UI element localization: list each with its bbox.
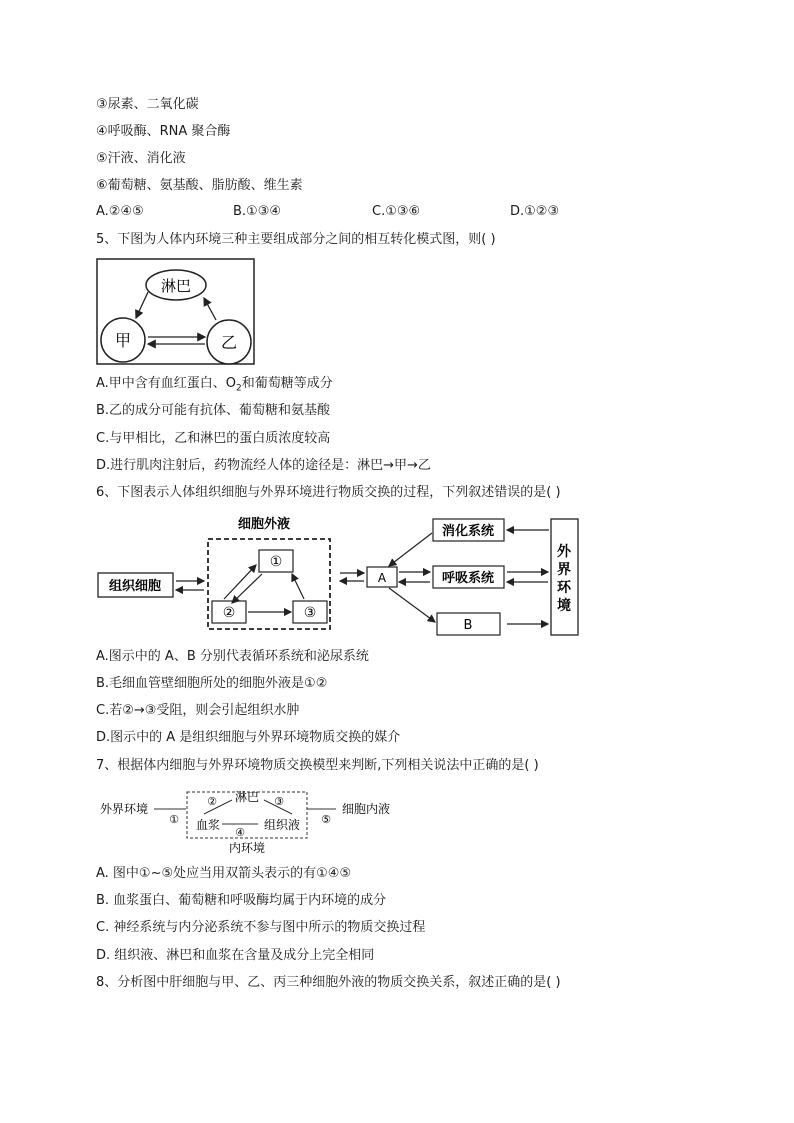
q7-stem: 7、根据体内细胞与外界环境物质交换模型来判断,下列相关说法中正确的是( ): [96, 758, 539, 773]
q6-option-a: A.图示中的 A、B 分别代表循环系统和泌尿系统: [96, 649, 369, 664]
q5-jia-label: 甲: [114, 331, 132, 350]
q7-circle-4: ④: [235, 826, 245, 839]
q6-arrow-a-to-b: [389, 588, 435, 622]
q6-diagram: [96, 512, 586, 640]
q5-option-b: B.乙的成分可能有抗体、葡萄糖和氨基酸: [96, 403, 331, 418]
q7-circle-5: ⑤: [321, 813, 331, 826]
q5-option-a-pre: A.甲中含有血红蛋白、O: [96, 376, 237, 391]
q6-tissue-cell-label: 组织细胞: [108, 579, 162, 594]
q6-arrow-1-to-2: [232, 574, 262, 603]
q7-intracellular-label: 细胞内液: [342, 802, 391, 816]
q4-item-4: ④呼吸酶、RNA 聚合酶: [96, 124, 231, 139]
q5-option-a-post: 和葡萄糖等成分: [241, 376, 333, 391]
q6-node-3-label: ③: [303, 605, 317, 621]
q7-option-d: D. 组织液、淋巴和血浆在含量及成分上完全相同: [96, 948, 375, 963]
q6-external-char-2: 界: [557, 562, 571, 578]
q6-option-c: C.若②→③受阻，则会引起组织水肿: [96, 703, 300, 718]
q4-item-6: ⑥葡萄糖、氨基酸、脂肪酸、维生素: [96, 178, 303, 193]
q6-arrow-2-to-1: [224, 565, 256, 599]
q7-lymph-label: 淋巴: [234, 790, 260, 804]
q6-arrow-digestive-to-a: [389, 533, 432, 566]
q6-option-d: D.图示中的 A 是组织细胞与外界环境物质交换的媒介: [96, 730, 401, 745]
q6-stem: 6、下图表示人体组织细胞与外界环境进行物质交换的过程，下列叙述错误的是( ): [96, 485, 561, 500]
q7-external-label: 外界环境: [100, 802, 149, 816]
q7-option-b: B. 血浆蛋白、葡萄糖和呼吸酶均属于内环境的成分: [96, 893, 387, 908]
q6-arrow-3-to-1: [292, 574, 304, 599]
q4-option-c: C.①③⑥: [372, 204, 421, 219]
q4-options: [96, 204, 696, 222]
q7-option-c: C. 神经系统与内分泌系统不参与图中所示的物质交换过程: [96, 920, 426, 935]
q5-option-a: [96, 375, 333, 398]
q5-arrow-lymph-to-jia: [136, 292, 148, 318]
q6-node-b-label: B: [463, 618, 473, 633]
q5-option-c: C.与甲相比，乙和淋巴的蛋白质浓度较高: [96, 431, 331, 446]
q5-option-a-sub: 2: [236, 383, 242, 394]
q7-circle-2: ②: [207, 795, 217, 808]
q5-stem: 5、下图为人体内环境三种主要组成部分之间的相互转化模式图，则( ): [96, 232, 496, 247]
q7-tissue-fluid-label: 组织液: [263, 818, 301, 832]
q5-lymph-label: 淋巴: [160, 277, 192, 295]
q4-item-5: ⑤汗液、消化液: [96, 151, 186, 166]
q6-digestive-label: 消化系统: [441, 524, 495, 539]
q6-node-1-label: ①: [269, 554, 283, 570]
q7-option-a: A. 图中①~⑤处应当用双箭头表示的有①④⑤: [96, 866, 352, 881]
q5-diagram: [96, 258, 258, 368]
q4-item-3: ③尿素、二氧化碳: [96, 97, 199, 112]
q4-option-a: A.②④⑤: [96, 204, 144, 219]
q7-diagram: [96, 786, 426, 858]
q4-option-b: B.①③④: [233, 204, 282, 219]
q7-circle-1: ①: [169, 813, 179, 826]
q6-respiratory-label: 呼吸系统: [441, 571, 495, 586]
q7-plasma-label: 血浆: [195, 818, 221, 832]
q4-option-d: D.①②③: [510, 204, 560, 219]
q6-node-2-label: ②: [222, 605, 236, 621]
q5-option-d: D.进行肌肉注射后，药物流经人体的途径是：淋巴→甲→乙: [96, 458, 431, 473]
q6-node-a-label: A: [377, 571, 387, 585]
q6-external-char-3: 环: [557, 580, 571, 596]
q6-extracellular-label: 细胞外液: [237, 517, 291, 532]
q6-option-b: B.毛细血管壁细胞所处的细胞外液是①②: [96, 676, 328, 691]
q7-circle-3: ③: [274, 795, 284, 808]
q7-internal-label: 内环境: [228, 841, 266, 855]
q8-stem: 8、分析图中肝细胞与甲、乙、丙三种细胞外液的物质交换关系，叙述正确的是( ): [96, 975, 561, 990]
q6-external-char-4: 境: [557, 598, 571, 614]
q5-yi-label: 乙: [220, 333, 238, 352]
q6-external-char-1: 外: [557, 544, 571, 560]
q5-arrow-yi-to-lymph: [204, 298, 216, 320]
